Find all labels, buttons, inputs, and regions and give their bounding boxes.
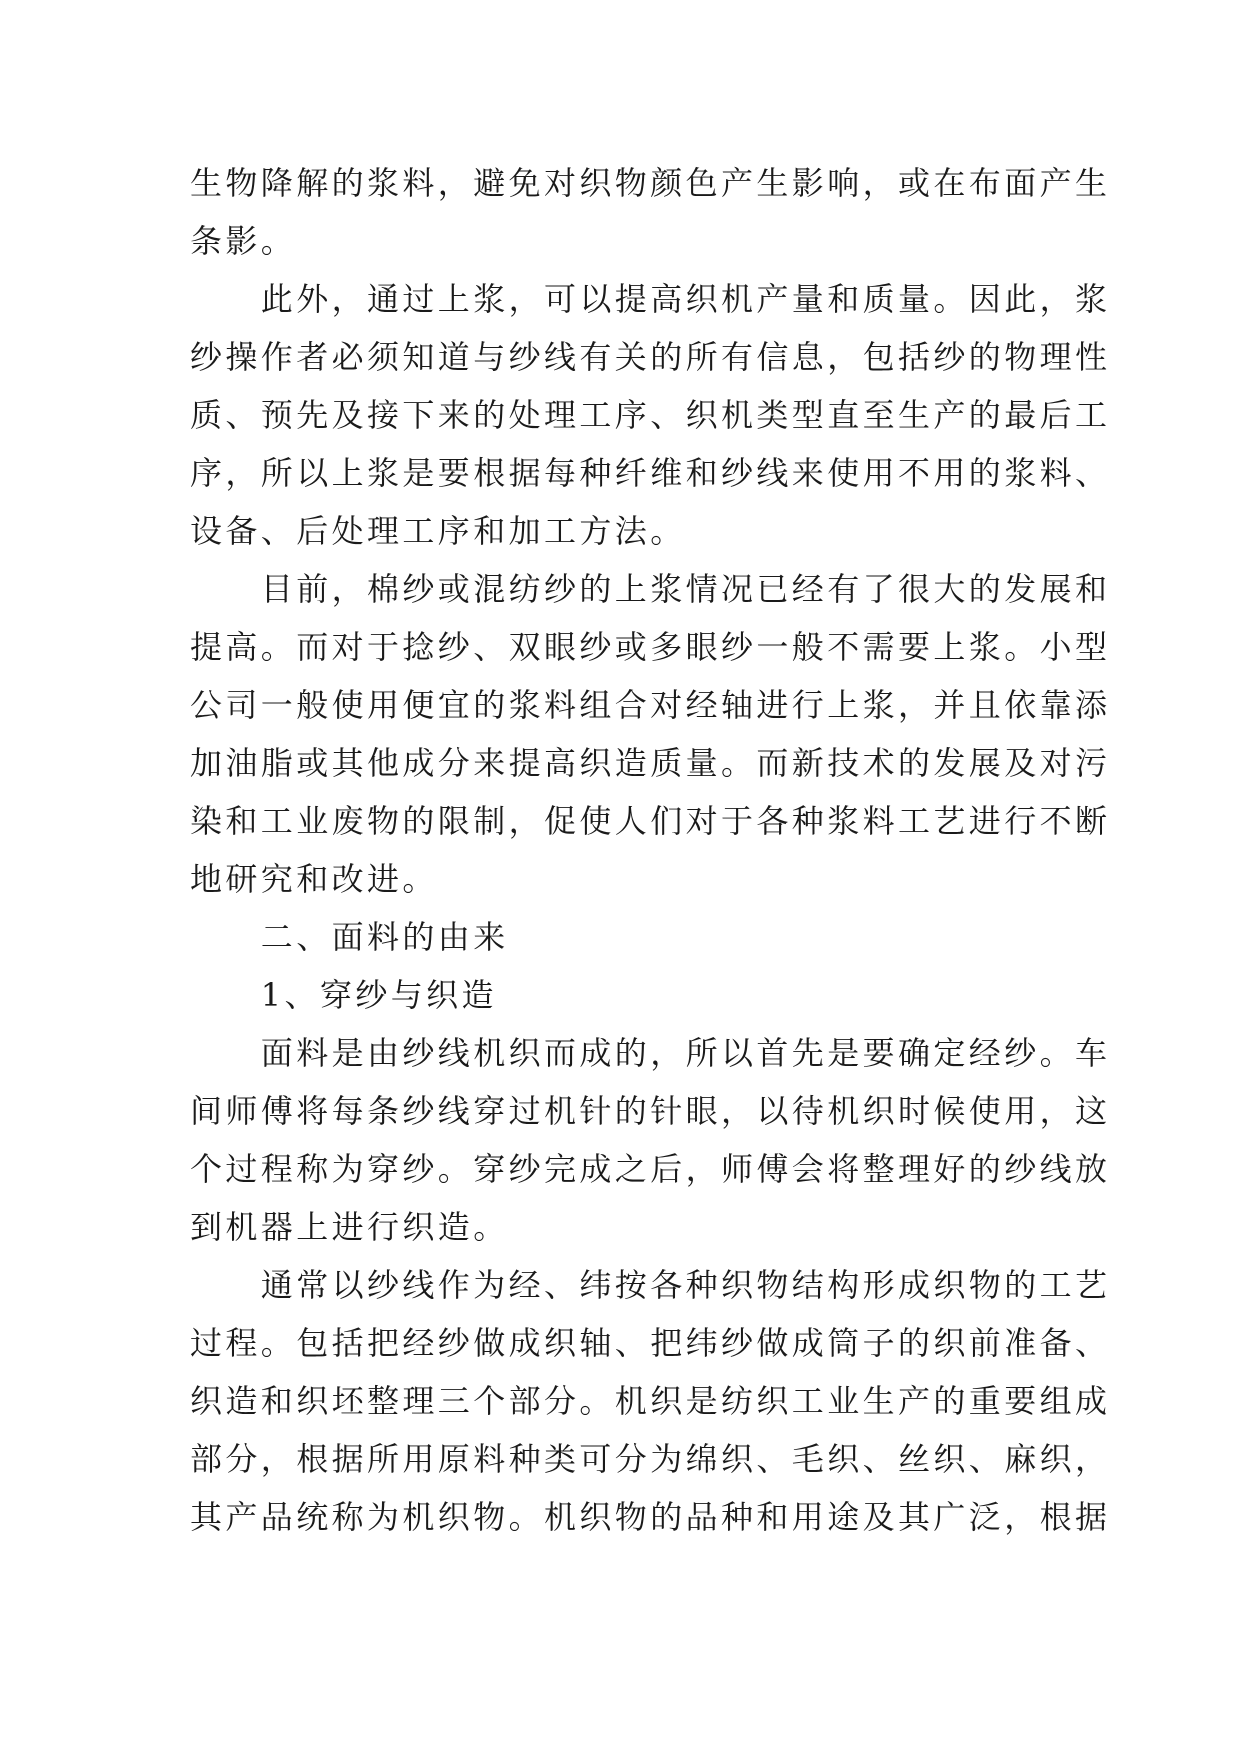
text-line: 提高。而对于捻纱、双眼纱或多眼纱一般不需要上浆。小型: [190, 628, 1111, 666]
text-line: 条影。: [190, 222, 297, 260]
text-line: 加油脂或其他成分来提高织造质量。而新技术的发展及对污: [190, 744, 1111, 782]
text-line: 通常以纱线作为经、纬按各种织物结构形成织物的工艺: [190, 1266, 1111, 1304]
text-line: 个过程称为穿纱。穿纱完成之后，师傅会将整理好的纱线放: [190, 1150, 1111, 1188]
text-line: 纱操作者必须知道与纱线有关的所有信息，包括纱的物理性: [190, 338, 1111, 376]
text-line: 面料是由纱线机织而成的，所以首先是要确定经纱。车: [190, 1034, 1111, 1072]
text-line: 到机器上进行织造。: [190, 1208, 509, 1246]
text-line: 地研究和改进。: [190, 860, 438, 898]
text-line: 间师傅将每条纱线穿过机针的针眼，以待机织时候使用，这: [190, 1092, 1111, 1130]
text-line: 序，所以上浆是要根据每种纤维和纱线来使用不用的浆料、: [190, 454, 1111, 492]
text-line: 设备、后处理工序和加工方法。: [190, 512, 686, 550]
text-line: 目前，棉纱或混纺纱的上浆情况已经有了很大的发展和: [190, 570, 1111, 608]
text-line: 织造和织坯整理三个部分。机织是纺织工业生产的重要组成: [190, 1382, 1111, 1420]
section-heading: 二、面料的由来: [190, 918, 509, 956]
text-line: 其产品统称为机织物。机织物的品种和用途及其广泛，根据: [190, 1498, 1111, 1536]
subsection-heading: 1、穿纱与织造: [190, 976, 497, 1014]
text-line: 过程。包括把经纱做成织轴、把纬纱做成筒子的织前准备、: [190, 1324, 1111, 1362]
text-line: 此外，通过上浆，可以提高织机产量和质量。因此，浆: [190, 280, 1111, 318]
text-line: 质、预先及接下来的处理工序、织机类型直至生产的最后工: [190, 396, 1111, 434]
text-line: 生物降解的浆料，避免对织物颜色产生影响，或在布面产生: [190, 164, 1111, 202]
text-line: 染和工业废物的限制，促使人们对于各种浆料工艺进行不断: [190, 802, 1111, 840]
text-line: 公司一般使用便宜的浆料组合对经轴进行上浆，并且依靠添: [190, 686, 1111, 724]
text-line: 部分，根据所用原料种类可分为绵织、毛织、丝织、麻织，: [190, 1440, 1111, 1478]
